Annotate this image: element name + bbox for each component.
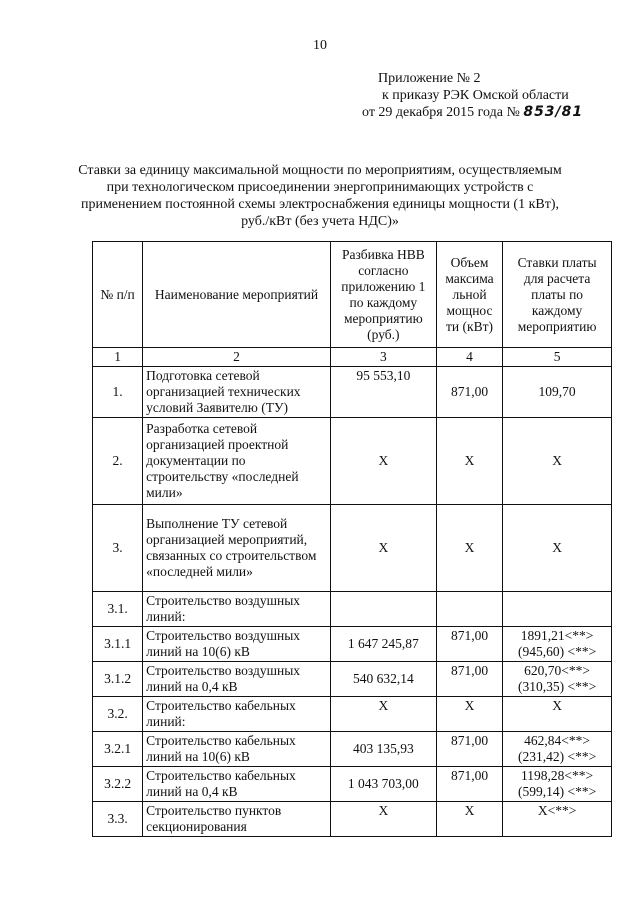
index-cell: 4 xyxy=(436,348,502,367)
table-row xyxy=(93,627,612,662)
header-rate: Ставки платы для расчета платы по каждому мероприятию xyxy=(503,242,612,348)
header-nvv: Разбивка НВВ согласно приложению 1 по каждому мероприятию (руб.) xyxy=(330,242,436,348)
header-name: Наименование мероприятий xyxy=(143,242,331,348)
row-nvv: 403 135,93 xyxy=(330,732,436,767)
row-power: Х xyxy=(436,418,502,505)
row-rate xyxy=(503,367,612,418)
row-num: 3.1. xyxy=(93,592,143,627)
row-rate xyxy=(503,627,612,662)
row-rate xyxy=(503,662,612,697)
row-nvv: Х xyxy=(330,418,436,505)
row-name: Строительство воздушных линий: xyxy=(143,592,331,627)
row-name: Выполнение ТУ сетевой организацией мероприятий, связанных со строительством «последней мили» xyxy=(143,505,331,592)
row-nvv: 95 553,10 xyxy=(330,367,436,418)
row-num: 3.1.1 xyxy=(93,627,143,662)
index-cell: 2 xyxy=(143,348,331,367)
index-row xyxy=(93,348,612,367)
row-power: Х xyxy=(436,697,502,732)
table-row xyxy=(93,592,612,627)
rate-value-half: (599,14) <**> xyxy=(517,784,597,799)
header-power: Объем максима льной мощнос ти (кВт) xyxy=(436,242,502,348)
appendix-order-date xyxy=(362,104,583,121)
page-number: 10 xyxy=(313,38,327,53)
rate-value: 1891,21<**> xyxy=(520,628,594,643)
row-nvv: Х xyxy=(330,802,436,837)
rate-value: Х xyxy=(552,540,562,555)
rate-value-half: (231,42) <**> xyxy=(517,749,597,764)
row-rate xyxy=(503,802,612,837)
row-name: Разработка сетевой организацией проектной документации по строительству «последней мили» xyxy=(143,418,331,505)
row-name: Строительство кабельных линий на 10(6) кВ xyxy=(143,732,331,767)
row-num: 3.2.1 xyxy=(93,732,143,767)
appendix-order-ref: к приказу РЭК Омской области xyxy=(382,88,569,103)
handwritten-order-number: 853/81 xyxy=(523,104,584,120)
table-row xyxy=(93,802,612,837)
row-rate xyxy=(503,732,612,767)
row-name: Строительство воздушных линий на 0,4 кВ xyxy=(143,662,331,697)
table-row xyxy=(93,732,612,767)
index-cell: 1 xyxy=(93,348,143,367)
appendix-date-text: от 29 декабря 2015 года № xyxy=(362,105,520,120)
row-num: 3.1.2 xyxy=(93,662,143,697)
row-num: 3.3. xyxy=(93,802,143,837)
row-num: 3.2.2 xyxy=(93,767,143,802)
row-nvv xyxy=(330,592,436,627)
row-name: Строительство кабельных линий на 0,4 кВ xyxy=(143,767,331,802)
row-nvv: 540 632,14 xyxy=(330,662,436,697)
table-header-row xyxy=(93,242,612,348)
document-title: Ставки за единицу максимальной мощности по мероприятиям, осуществляемым при технологическом присоединении энергопринимающих устройств с применением постоянной схемы электроснабжения единицы мощности (1 кВт), руб./кВт (без учета НДС)» xyxy=(78,163,562,229)
header-num: № п/п xyxy=(93,242,143,348)
appendix-header xyxy=(362,70,584,121)
row-rate xyxy=(503,592,612,627)
table-row xyxy=(93,367,612,418)
appendix-title: Приложение № 2 xyxy=(378,71,481,86)
rate-value: Х xyxy=(552,453,562,468)
row-nvv: 1 043 703,00 xyxy=(330,767,436,802)
index-cell: 3 xyxy=(330,348,436,367)
row-rate xyxy=(503,767,612,802)
row-name: Подготовка сетевой организацией технических условий Заявителю (ТУ) xyxy=(143,367,331,418)
row-num: 1. xyxy=(93,367,143,418)
table-row xyxy=(93,418,612,505)
row-rate xyxy=(503,418,612,505)
rate-value: 620,70<**> xyxy=(524,663,591,678)
row-num: 2. xyxy=(93,418,143,505)
table-row xyxy=(93,767,612,802)
row-power: 871,00 xyxy=(436,767,502,802)
row-power: Х xyxy=(436,505,502,592)
table-row xyxy=(93,662,612,697)
rate-value: 1198,28<**> xyxy=(521,768,594,783)
row-name: Строительство воздушных линий на 10(6) кВ xyxy=(143,627,331,662)
rate-value: Х xyxy=(552,698,562,713)
table-row xyxy=(93,505,612,592)
rate-value: Х<**> xyxy=(537,803,577,818)
rates-table xyxy=(92,241,612,837)
row-name: Строительство кабельных линий: xyxy=(143,697,331,732)
row-name: Строительство пунктов секционирования xyxy=(143,802,331,837)
row-power: 871,00 xyxy=(436,367,502,418)
row-rate xyxy=(503,697,612,732)
row-rate xyxy=(503,505,612,592)
index-cell: 5 xyxy=(503,348,612,367)
row-power: 871,00 xyxy=(436,627,502,662)
row-power xyxy=(436,592,502,627)
rate-value: 462,84<**> xyxy=(524,733,591,748)
rate-value: 109,70 xyxy=(538,384,576,399)
row-num: 3.2. xyxy=(93,697,143,732)
row-nvv: Х xyxy=(330,697,436,732)
rate-value-half: (310,35) <**> xyxy=(517,679,597,694)
row-power: 871,00 xyxy=(436,662,502,697)
row-nvv: Х xyxy=(330,505,436,592)
row-num: 3. xyxy=(93,505,143,592)
row-power: 871,00 xyxy=(436,732,502,767)
table-row xyxy=(93,697,612,732)
rate-value-half: (945,60) <**> xyxy=(517,644,597,659)
row-nvv: 1 647 245,87 xyxy=(330,627,436,662)
row-power: Х xyxy=(436,802,502,837)
